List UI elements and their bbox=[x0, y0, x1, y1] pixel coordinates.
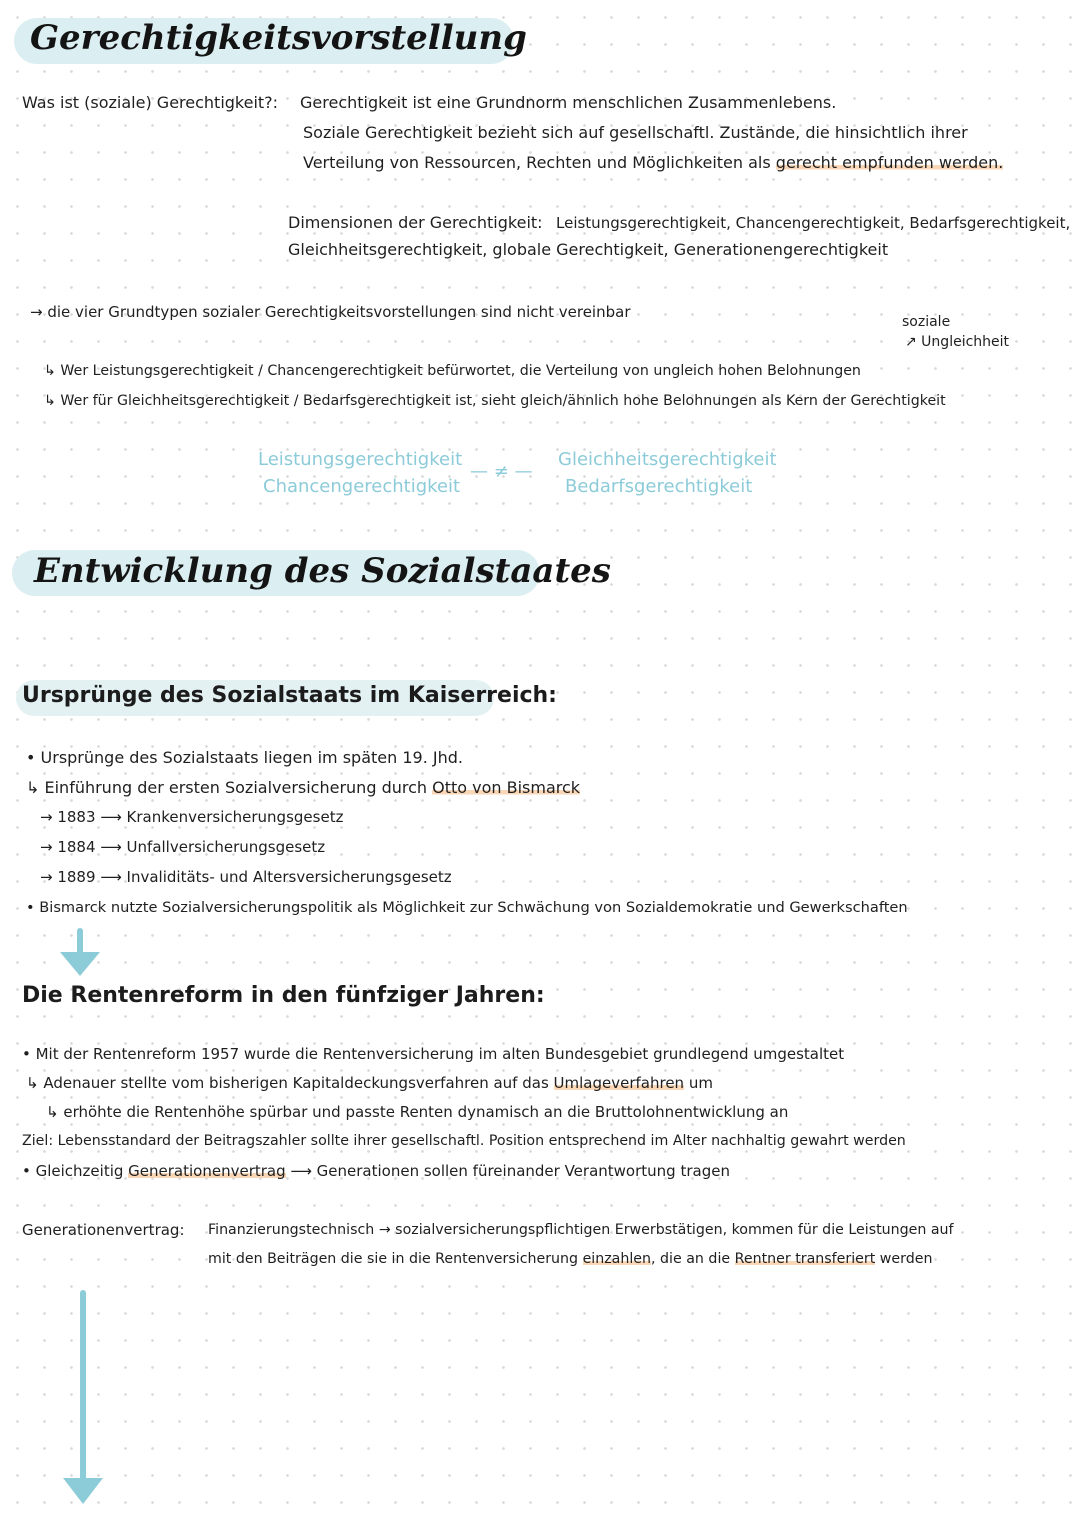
contract-line-2-mid: , die an die bbox=[651, 1251, 735, 1267]
subheading-reform: Die Rentenreform in den fünfziger Jahren: bbox=[22, 983, 545, 1008]
subheading-origins: Ursprünge des Sozialstaats im Kaiserreich: bbox=[22, 683, 557, 708]
annotation-ungleichheit: ↗ Ungleichheit bbox=[905, 334, 1010, 350]
law-item-1884: → 1884 ⟶ Unfallversicherungsgesetz bbox=[40, 838, 326, 856]
reform-line-1: • Mit der Rentenreform 1957 wurde die Rentenversicherung im alten Bundesgebiet grundlegend umgestaltet bbox=[22, 1045, 845, 1063]
origins-line-2 bbox=[26, 778, 580, 798]
origins-line-2-text: ↳ Einführung der ersten Sozialversicherung durch bbox=[26, 778, 433, 797]
diagram-left-top: Leistungsgerechtigkeit bbox=[258, 449, 463, 470]
down-arrow-short-head bbox=[60, 952, 100, 976]
reform-line-3: ↳ erhöhte die Rentenhöhe spürbar und passte Renten dynamisch an die Bruttolohnentwicklung an bbox=[46, 1103, 789, 1121]
sub-statement-2: ↳ Wer für Gleichheitsgerechtigkeit / Bedarfsgerechtigkeit ist, sieht gleich/ähnlich hohe Belohnungen als Kern der Gerechtigkeit bbox=[44, 393, 946, 409]
down-arrow-long-shaft bbox=[80, 1290, 86, 1495]
diagram-right-top: Gleichheitsgerechtigkeit bbox=[558, 449, 777, 470]
reform-line-2 bbox=[26, 1074, 713, 1093]
rentner-highlight: Rentner transferiert bbox=[734, 1251, 876, 1267]
origins-last-line: • Bismarck nutzte Sozialversicherungspolitik als Möglichkeit zur Schwächung von Sozialdemokratie und Gewerkschaften bbox=[26, 899, 908, 916]
down-arrow-long-head bbox=[63, 1478, 103, 1504]
definition-line-2: Soziale Gerechtigkeit bezieht sich auf gesellschaftl. Zustände, die hinsichtlich ihrer bbox=[303, 123, 968, 142]
diagram-not-equal: — ≠ — bbox=[470, 461, 533, 482]
law-item-1883: → 1883 ⟶ Krankenversicherungsgesetz bbox=[40, 808, 344, 826]
diagram-right-bottom: Bedarfsgerechtigkeit bbox=[565, 476, 753, 497]
einzahlen-highlight: einzahlen bbox=[582, 1251, 652, 1267]
definition-line-1: Gerechtigkeit ist eine Grundnorm menschlichen Zusammenlebens. bbox=[300, 93, 837, 112]
bismarck-highlight: Otto von Bismarck bbox=[432, 778, 581, 797]
reform-goal: Ziel: Lebensstandard der Beitragszahler sollte ihrer gesellschaftl. Position entsprechend im Alter nachhaltig gewahrt werden bbox=[22, 1133, 906, 1149]
reform-line-2-end: um bbox=[684, 1074, 713, 1092]
arrow-statement: → die vier Grundtypen sozialer Gerechtigkeitsvorstellungen sind nicht vereinbar bbox=[30, 303, 631, 321]
section-title-gerechtigkeit: Gerechtigkeitsvorstellung bbox=[30, 18, 527, 58]
question-label: Was ist (soziale) Gerechtigkeit?: bbox=[22, 93, 279, 112]
dimensions-line-1: Leistungsgerechtigkeit, Chancengerechtigkeit, Bedarfsgerechtigkeit, bbox=[556, 214, 1071, 232]
definition-line-3 bbox=[303, 153, 1003, 173]
reform-line-5 bbox=[22, 1162, 730, 1181]
contract-line-2 bbox=[208, 1250, 932, 1269]
law-item-1889: → 1889 ⟶ Invaliditäts- und Altersversicherungsgesetz bbox=[40, 868, 452, 886]
contract-label: Generationenvertrag: bbox=[22, 1221, 185, 1239]
dimensions-line-2: Gleichheitsgerechtigkeit, globale Gerechtigkeit, Generationengerechtigkeit bbox=[288, 240, 889, 259]
contract-line-2-text: mit den Beiträgen die sie in die Rentenversicherung bbox=[208, 1251, 583, 1267]
reform-line-5-text: • Gleichzeitig bbox=[22, 1162, 129, 1180]
origins-line-1: • Ursprünge des Sozialstaats liegen im späten 19. Jhd. bbox=[26, 748, 463, 767]
definition-line-3-text: Verteilung von Ressourcen, Rechten und Möglichkeiten als bbox=[303, 153, 776, 172]
reform-line-2-text: ↳ Adenauer stellte vom bisherigen Kapitaldeckungsverfahren auf das bbox=[26, 1074, 554, 1092]
sub-statement-1: ↳ Wer Leistungsgerechtigkeit / Chancengerechtigkeit befürwortet, die Verteilung von ungleich hohen Belohnungen bbox=[44, 363, 861, 379]
generationenvertrag-highlight: Generationenvertrag bbox=[128, 1162, 286, 1180]
umlageverfahren-highlight: Umlageverfahren bbox=[553, 1074, 685, 1092]
contract-line-2-end: werden bbox=[875, 1251, 933, 1267]
reform-line-5-end: ⟶ Generationen sollen füreinander Verantwortung tragen bbox=[285, 1162, 730, 1180]
diagram-left-bottom: Chancengerechtigkeit bbox=[263, 476, 461, 497]
definition-highlight: gerecht empfunden werden. bbox=[775, 153, 1004, 172]
section-title-sozialstaat: Entwicklung des Sozialstaates bbox=[34, 551, 611, 591]
annotation-soziale: soziale bbox=[902, 314, 951, 330]
dimensions-label: Dimensionen der Gerechtigkeit: bbox=[288, 213, 543, 232]
contract-line-1: Finanzierungstechnisch → sozialversicherungspflichtigen Erwerbstätigen, kommen für die Leistungen auf bbox=[208, 1222, 954, 1238]
